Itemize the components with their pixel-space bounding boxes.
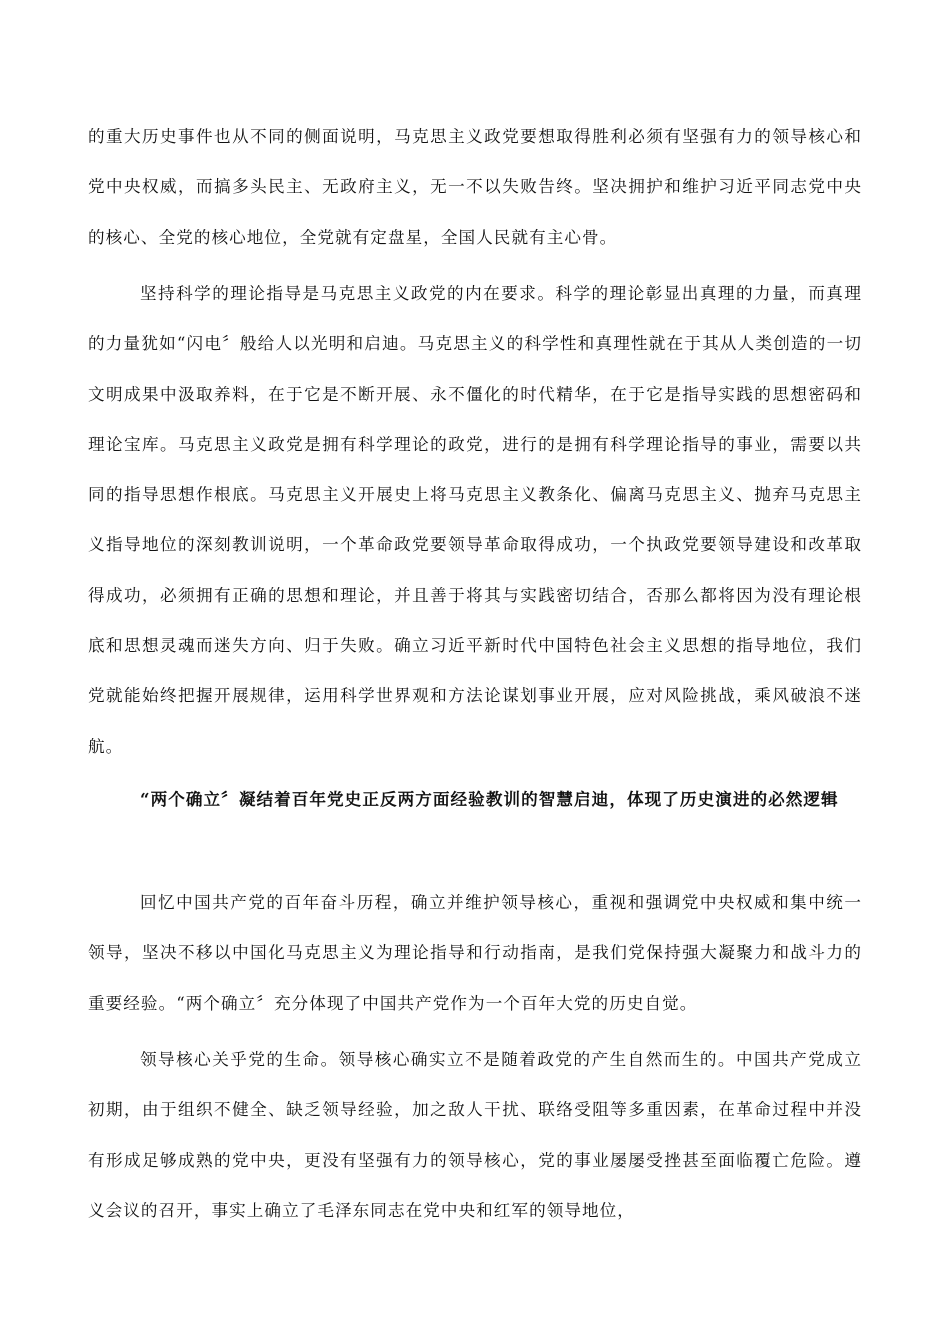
paragraph-scientific-theory: 坚持科学的理论指导是马克思主义政党的内在要求。科学的理论彰显出真理的力量，而真理的力量犹如“闪电〞般给人以光明和启迪。马克思主义的科学性和真理性就在于其从人类创造的一切文明成果中汲取养料，在于它是不断开展、永不僵化的时代精华，在于它是指导实践的思想密码和理论宝库。马克思主义政党是拥有科学理论的政党，进行的是拥有科学理论指导的事业，需要以共同的指导思想作根底。马克思主义开展史上将马克思主义教条化、偏离马克思主义、抛弃马克思主义指导地位的深刻教训说明，一个革命政党要领导革命取得成功，一个执政党要领导建设和改革取得成功，必须拥有正确的思想和理论，并且善于将其与实践密切结合，否那么都将因为没有理论根底和思想灵魂而迷失方向、归于失败。确立习近平新时代中国特色社会主义思想的指导地位，我们党就能始终把握开展规律，运用科学世界观和方法论谋划事业开展，应对风险挑战，乘风破浪不迷航。 <box>88 284 862 756</box>
paragraph-history-review: 回忆中国共产党的百年奋斗历程，确立并维护领导核心，重视和强调党中央权威和集中统一领导，坚决不移以中国化马克思主义为理论指导和行动指南，是我们党保持强大凝聚力和战斗力的重要经验。“两个确立〞充分体现了中国共产党作为一个百年大党的历史自觉。 <box>88 893 862 1013</box>
section-heading: “两个确立〞凝结着百年党史正反两方面经验教训的智慧启迪，体现了历史演进的必然逻辑 <box>140 789 839 809</box>
paragraph-leadership-core: 领导核心关乎党的生命。领导核心确实立不是随着政党的产生自然而生的。中国共产党成立初期，由于组织不健全、缺乏领导经验，加之敌人干扰、联络受阻等多重因素，在革命过程中并没有形成足够成熟的党中央，更没有坚强有力的领导核心，党的事业屡屡受挫甚至面临覆亡危险。遵义会议的召开，事实上确立了毛泽东同志在党中央和红军的领导地位， <box>88 1050 862 1220</box>
paragraph-continuation: 的重大历史事件也从不同的侧面说明，马克思主义政党要想取得胜利必须有坚强有力的领导核心和党中央权威，而搞多头民主、无政府主义，无一不以失败告终。坚决拥护和维护习近平同志党中央的核心、全党的核心地位，全党就有定盘星，全国人民就有主心骨。 <box>88 127 862 247</box>
